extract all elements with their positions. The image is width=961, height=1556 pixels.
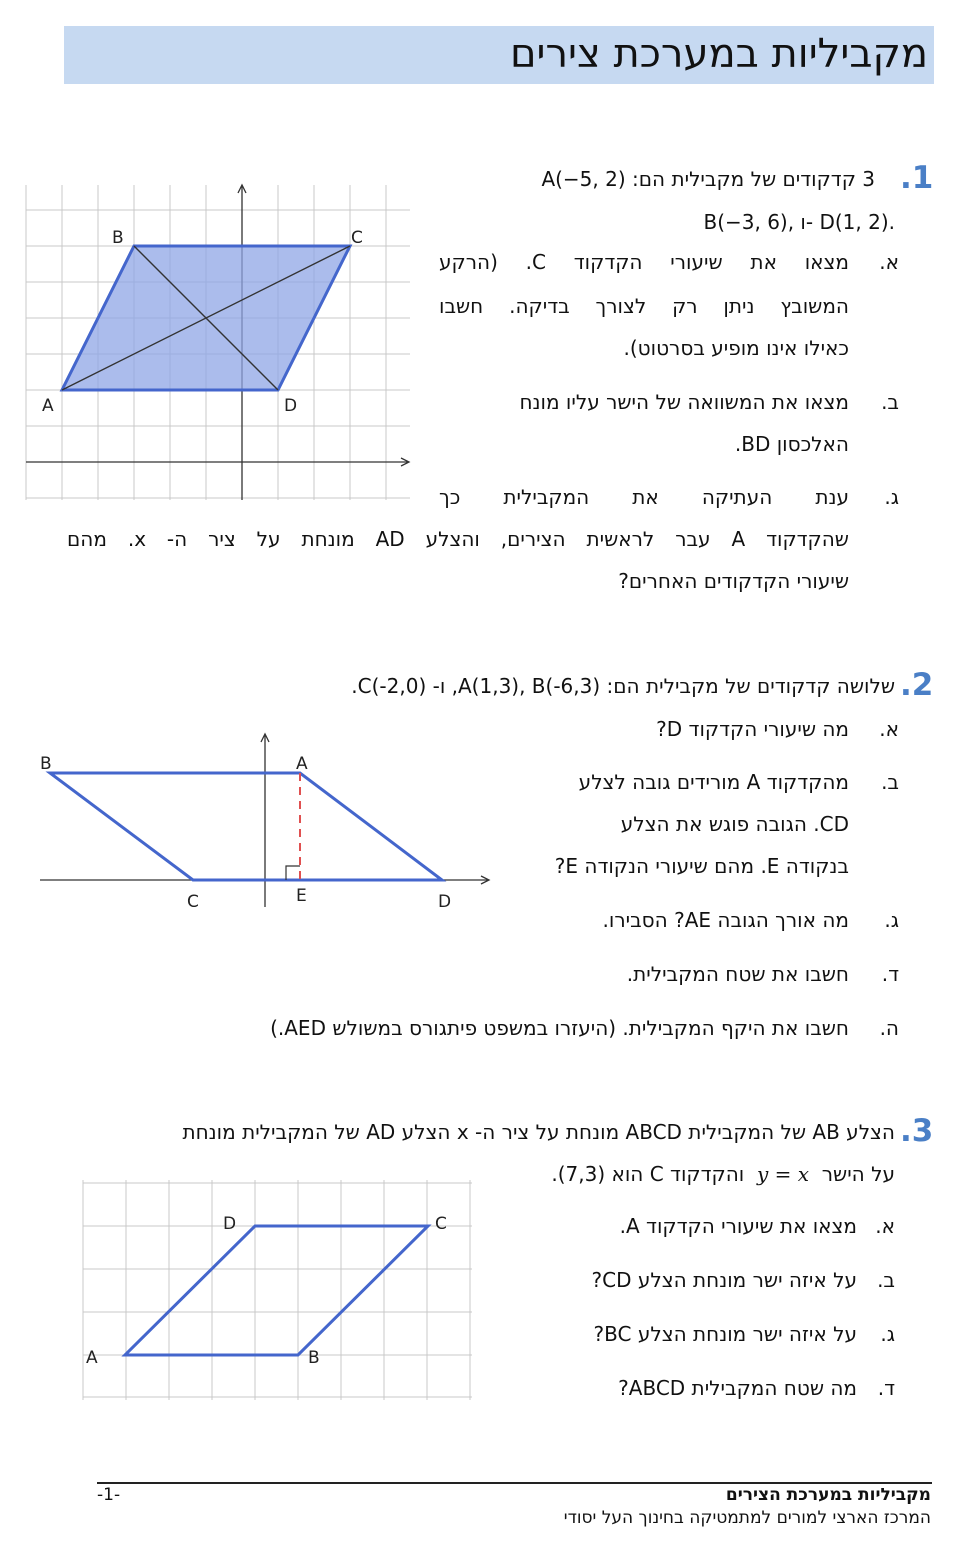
q2-marker-c: ג. — [884, 908, 899, 932]
q2-line-4: CD. הגובה פוגש את הצלע — [620, 812, 849, 836]
q1-line-5: כאילו אינו מופיע בסרטוט). — [623, 336, 849, 360]
q1-diagram — [20, 180, 420, 510]
q3-line-6: מה שטח המקבילית ABCD? — [618, 1376, 857, 1400]
q2-label-b: B — [40, 754, 52, 774]
q2-marker-b: ב. — [881, 770, 899, 794]
q2-line-8: חשבו את היקף המקבילית. (היעזרו במשפט פיתגורס במשולש AED.) — [270, 1016, 849, 1040]
q2-line-2: מה שיעורי הקדקוד D? — [656, 717, 849, 741]
q3-line-4: על איזה ישר מונחת הצלע CD? — [591, 1268, 857, 1292]
q2-number: .2 — [900, 667, 934, 703]
q3-marker-c: ג. — [880, 1322, 895, 1346]
q2-diagram — [30, 725, 500, 925]
footer-title: מקביליות במערכת הצירים — [725, 1485, 931, 1505]
q1-line-9: שהקדקוד A עבר לראשית הצירים, והצלע AD מונחת על ציר ה- x. מהם — [67, 527, 849, 551]
q3-label-b: B — [308, 1348, 320, 1368]
q1-line-6: מצאו את המשוואה של הישר עליו מונח — [519, 390, 849, 414]
title-bar — [64, 26, 934, 84]
footer-organization: המרכז הארצי למורים למתמטיקה בחינוך העל יסודי — [563, 1508, 931, 1528]
q2-marker-e: ה. — [879, 1016, 899, 1040]
q1-label-d: D — [284, 396, 298, 416]
q1-line-2: .D(1, 2) -ו ,B(−3, 6) — [703, 210, 895, 234]
q2-line-1: שלושה קדקודים של מקבילית הם: A(1,3), B(-6,3), ו- C(-2,0). — [351, 674, 895, 698]
q1-line-7: האלכסון BD. — [734, 432, 849, 456]
q1-line-8: ענת העתיקה את המקבילית כך — [439, 485, 849, 509]
q1-line-3: מצאו את שיעורי הקדקוד C. (הרקע — [439, 250, 849, 274]
q2-label-e: E — [296, 886, 307, 906]
q2-line-3: מהקדקוד A מורידים גובה לצלע — [578, 770, 849, 794]
q2-label-c: C — [187, 892, 199, 912]
q1-line-4: המשובץ ניתן רק לצורך בדיקה. חשבו — [439, 294, 849, 318]
q3-line-2: על הישר y = x והקדקוד C הוא (7,3). — [551, 1162, 895, 1186]
q3-number: .3 — [900, 1113, 934, 1149]
q2-right-angle-mark — [286, 866, 300, 880]
q3-marker-b: ב. — [877, 1268, 895, 1292]
q3-grid — [83, 1180, 472, 1400]
q1-label-c: C — [351, 228, 363, 248]
q3-marker-d: ד. — [877, 1376, 895, 1400]
q3-line-3: מצאו את שיעורי הקדקוד A. — [619, 1214, 857, 1238]
q2-parallelogram — [50, 773, 442, 880]
q2-label-d: D — [438, 892, 452, 912]
q2-marker-d: ד. — [881, 962, 899, 986]
q3-line-5: על איזה ישר מונחת הצלע BC? — [593, 1322, 857, 1346]
q2-line-5: בנקודה E. מהם שיעורי הנקודה E? — [554, 854, 849, 878]
q1-marker-c: ג. — [884, 485, 899, 509]
q1-label-a: A — [42, 396, 54, 416]
q1-marker-a: א. — [879, 250, 899, 274]
q1-marker-b: ב. — [881, 390, 899, 414]
page-title: מקביליות במערכת צירים — [509, 31, 928, 77]
q2-line-7: חשבו את שטח המקבילית. — [626, 962, 849, 986]
q1-label-b: B — [112, 228, 124, 248]
q3-label-c: C — [435, 1214, 447, 1234]
footer-divider — [97, 1482, 932, 1484]
q3-label-a: A — [86, 1348, 98, 1368]
q2-line-6: מה אורך הגובה AE? הסבירו. — [602, 908, 849, 932]
q3-diagram — [80, 1175, 480, 1405]
footer-page-number: -1- — [97, 1485, 121, 1505]
q2-label-a: A — [296, 754, 308, 774]
q1-number: .1 — [900, 160, 934, 196]
q1-line-10: שיעורי הקדקודים האחרים? — [618, 569, 849, 593]
q3-marker-a: א. — [875, 1214, 895, 1238]
q1-line-1: 3 קדקודים של מקבילית הם: A(−5, 2) — [541, 167, 875, 191]
q2-marker-a: א. — [879, 717, 899, 741]
q3-parallelogram — [125, 1226, 428, 1355]
q3-line-1: הצלע AB של המקבילית ABCD מונחת על ציר ה- x הצלע AD של המקבילית מונחת — [182, 1120, 895, 1144]
q3-label-d: D — [223, 1214, 237, 1234]
